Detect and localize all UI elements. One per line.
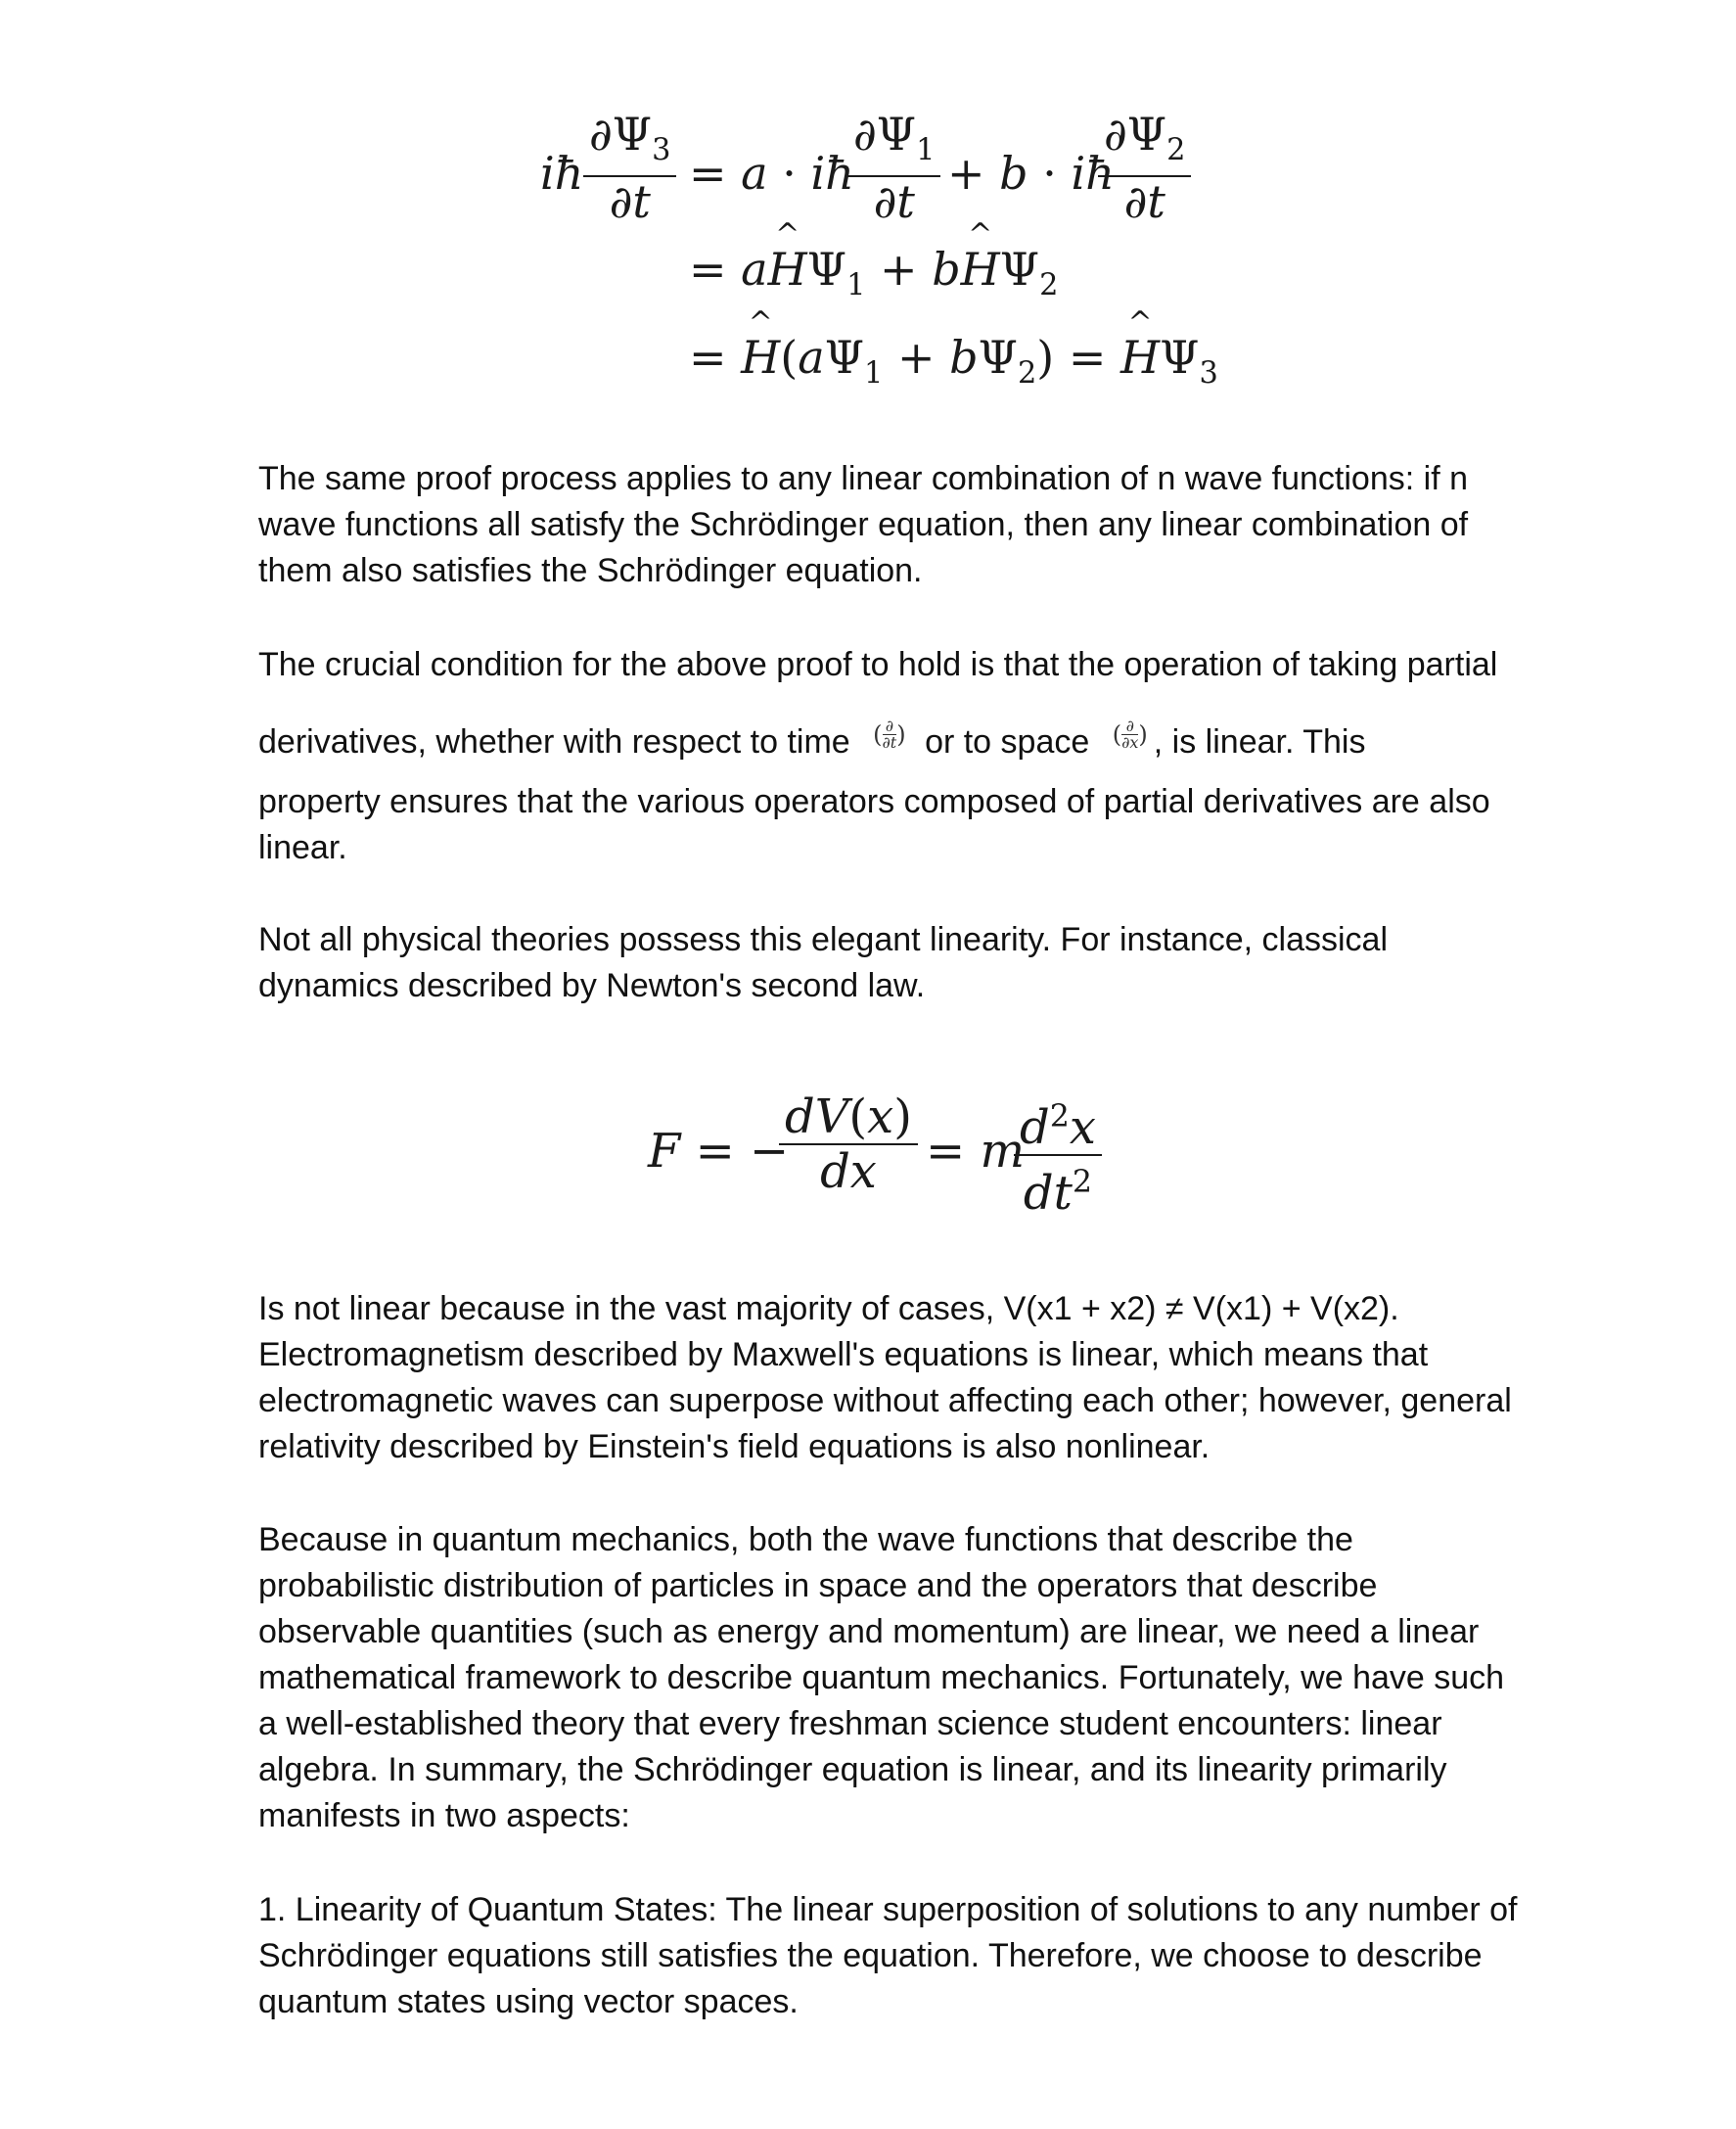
fraction-dpsi2-dt: $\partial\Psi_2$ ∂t (1098, 110, 1191, 226)
equation-line3: = ^ $H(a\Psi_1 + b\Psi_2)$ = ^ $H\Psi_3$ (689, 331, 1218, 391)
equation-line1-part-a: = a · iħ (689, 147, 854, 200)
equation-lhs-ih: iħ (540, 147, 584, 200)
equation-line2: = a^ $H\Psi_1$ + b^ $H\Psi_2$ (689, 243, 1058, 302)
newton-equals-m: = m (926, 1124, 1025, 1179)
paragraph-nonlinear-intro: Not all physical theories possess this elegant linearity. For instance, classical dynamics described by Newton's second law. (258, 921, 1389, 1004)
paragraph-superposition-generalization: The same proof process applies to any linear combination of n wave functions: if n wave functions all satisfy the Schrödinger equation, then any linear combination of them also satisfies the Schrödinger equation. (258, 460, 1469, 589)
fraction-dpsi3-dt: $\partial\Psi_3$ ∂t (583, 110, 676, 226)
text-segment: , is linear. This (1153, 723, 1366, 761)
paragraph-nonlinearity-examples: Is not linear because in the vast majority of cases, V(x1 + x2) ≠ V(x1) + V(x2). Electromagnetism described by Maxwell's equations is linear, which means that electromagnetic waves can superpose without affecting each other; however, general relativity described by Einstein's field equations is also nonlinear. (258, 1290, 1512, 1465)
space-derivative-operator: ( ∂ ∂x ) (1112, 717, 1148, 752)
newton-lhs: F = − (648, 1124, 790, 1179)
paragraph-quantum-linearity: Because in quantum mechanics, both the wave functions that describe the probabilistic distribution of particles in space and the operators that describe observable quantities (such as energy and momentum) are linear, we need a linear mathematical framework to describe quantum mechanics. Fortunately, we have such a well-established theory that every freshman science student encounters: linear algebra. In summary, the Schrödinger equation is linear, and its linearity primarily manifests in two aspects: (258, 1521, 1505, 1834)
text-segment: derivatives, whether with respect to time (258, 723, 850, 761)
fraction-dvx-dx: dV(x) dx (779, 1090, 918, 1198)
fraction-d2x-dt2: $d^2x$ $dt^2$ (1014, 1090, 1102, 1220)
paragraph-linearity-of-states: 1. Linearity of Quantum States: The linear superposition of solutions to any number of Schrödinger equations still satisfies the equation. Therefore, we choose to describe quantum states using vector spaces. (258, 1891, 1518, 2020)
paragraph-continuation: property ensures that the various operators composed of partial derivatives are also linear. (258, 783, 1490, 866)
equation-line1-part-b: + b · iħ (947, 147, 1115, 200)
fraction-dpsi1-dt: $\partial\Psi_1$ ∂t (847, 110, 940, 226)
text-segment: or to space (925, 723, 1090, 761)
time-derivative-operator: ( ∂ ∂t ) (873, 717, 906, 752)
paragraph-line: The crucial condition for the above proof to hold is that the operation of taking partial (258, 646, 1498, 683)
paragraph-line-with-operators (258, 718, 1521, 765)
